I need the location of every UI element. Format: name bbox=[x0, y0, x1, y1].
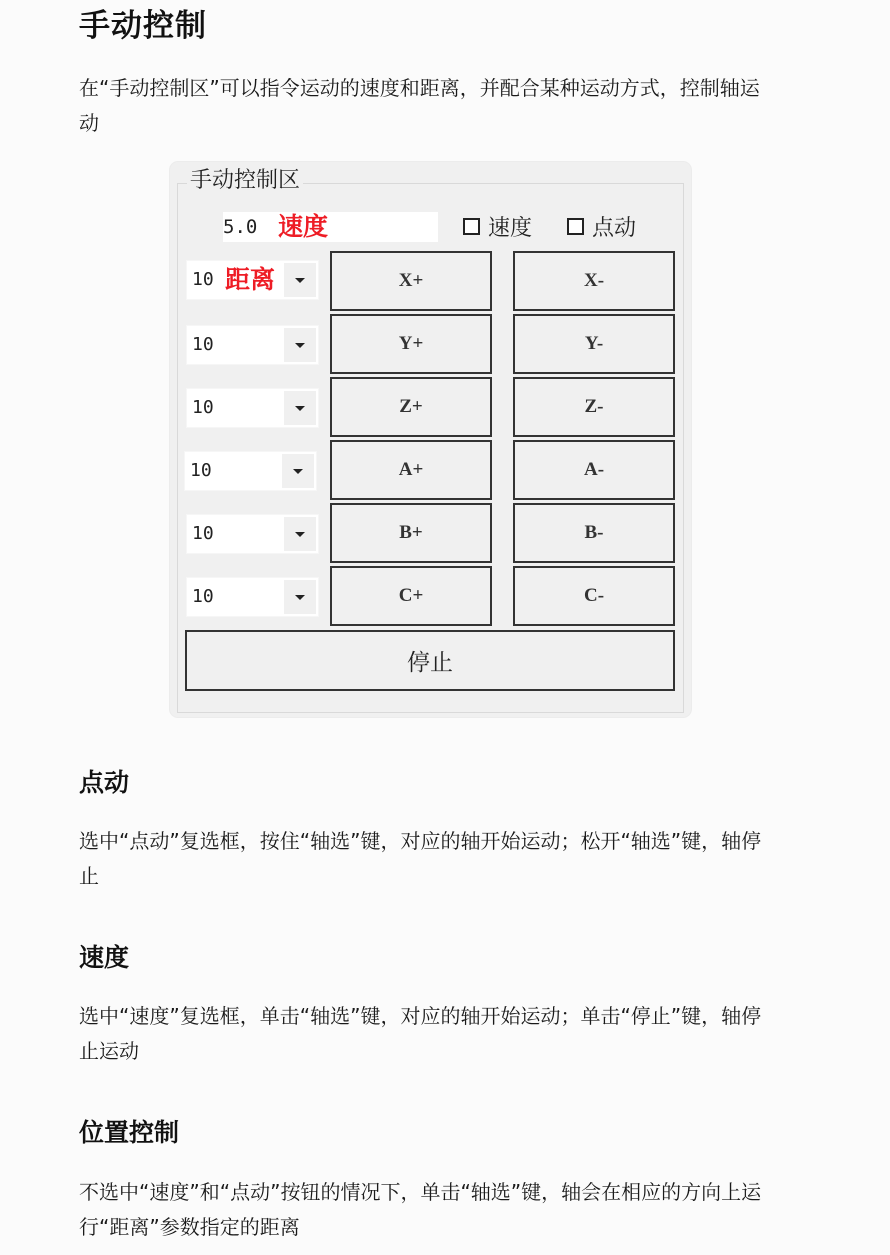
chevron-down-icon bbox=[295, 595, 305, 600]
stop-button[interactable]: 停止 bbox=[185, 630, 675, 691]
distance-combo-z[interactable] bbox=[186, 388, 319, 428]
b-plus-button[interactable]: B+ bbox=[330, 503, 492, 563]
b-minus-button[interactable]: B- bbox=[513, 503, 675, 563]
distance-annotation: 距离 bbox=[225, 265, 276, 294]
distance-value: 10 bbox=[190, 460, 212, 481]
y-plus-button[interactable]: Y+ bbox=[330, 314, 492, 374]
page-title: 手动控制 bbox=[79, 8, 207, 44]
a-minus-button[interactable]: A- bbox=[513, 440, 675, 500]
speed-checkbox-label: 速度 bbox=[488, 215, 533, 241]
c-plus-button[interactable]: C+ bbox=[330, 566, 492, 626]
dropdown-button[interactable] bbox=[284, 517, 316, 551]
speed-annotation: 速度 bbox=[278, 212, 329, 241]
checkbox-icon bbox=[463, 218, 480, 235]
intro-paragraph: 在“手动控制区”可以指令运动的速度和距离，并配合某种运动方式，控制轴运动 bbox=[79, 76, 760, 135]
distance-value: 10 bbox=[192, 334, 214, 355]
section-heading-jog: 点动 bbox=[79, 768, 130, 797]
manual-control-panel-screenshot bbox=[170, 162, 691, 717]
distance-combo-a[interactable] bbox=[184, 451, 317, 491]
checkbox-icon bbox=[567, 218, 584, 235]
chevron-down-icon bbox=[295, 343, 305, 348]
dropdown-button[interactable] bbox=[284, 263, 316, 297]
speed-value: 5.0 bbox=[223, 216, 258, 238]
dropdown-button[interactable] bbox=[284, 580, 316, 614]
distance-combo-c[interactable] bbox=[186, 577, 319, 617]
jog-checkbox[interactable] bbox=[567, 213, 636, 239]
distance-combo-x[interactable] bbox=[186, 260, 319, 300]
distance-value: 10 bbox=[192, 523, 214, 544]
a-plus-button[interactable]: A+ bbox=[330, 440, 492, 500]
distance-combo-y[interactable] bbox=[186, 325, 319, 365]
z-plus-button[interactable]: Z+ bbox=[330, 377, 492, 437]
distance-value: 10 bbox=[192, 397, 214, 418]
section-heading-speed: 速度 bbox=[79, 943, 130, 972]
section-body-jog: 选中“点动”复选框，按住“轴选”键，对应的轴开始运动；松开“轴选”键，轴停止 bbox=[79, 829, 762, 888]
z-minus-button[interactable]: Z- bbox=[513, 377, 675, 437]
dropdown-button[interactable] bbox=[284, 328, 316, 362]
c-minus-button[interactable]: C- bbox=[513, 566, 675, 626]
x-minus-button[interactable]: X- bbox=[513, 251, 675, 311]
jog-checkbox-label: 点动 bbox=[592, 215, 637, 241]
x-plus-button[interactable]: X+ bbox=[330, 251, 492, 311]
groupbox-label: 手动控制区 bbox=[187, 166, 303, 196]
distance-value: 10 bbox=[192, 586, 214, 607]
chevron-down-icon bbox=[295, 406, 305, 411]
section-heading-position: 位置控制 bbox=[79, 1118, 180, 1147]
y-minus-button[interactable]: Y- bbox=[513, 314, 675, 374]
section-body-position: 不选中“速度”和“点动”按钮的情况下，单击“轴选”键，轴会在相应的方向上运行“距离”参数指定的距离 bbox=[79, 1180, 762, 1239]
speed-checkbox[interactable] bbox=[463, 213, 532, 239]
chevron-down-icon bbox=[295, 278, 305, 283]
distance-value: 10 bbox=[192, 269, 214, 290]
chevron-down-icon bbox=[295, 532, 305, 537]
section-body-speed: 选中“速度”复选框，单击“轴选”键，对应的轴开始运动；单击“停止”键，轴停止运动 bbox=[79, 1004, 762, 1063]
speed-input[interactable] bbox=[223, 212, 438, 242]
dropdown-button[interactable] bbox=[284, 391, 316, 425]
chevron-down-icon bbox=[293, 469, 303, 474]
dropdown-button[interactable] bbox=[282, 454, 314, 488]
distance-combo-b[interactable] bbox=[186, 514, 319, 554]
